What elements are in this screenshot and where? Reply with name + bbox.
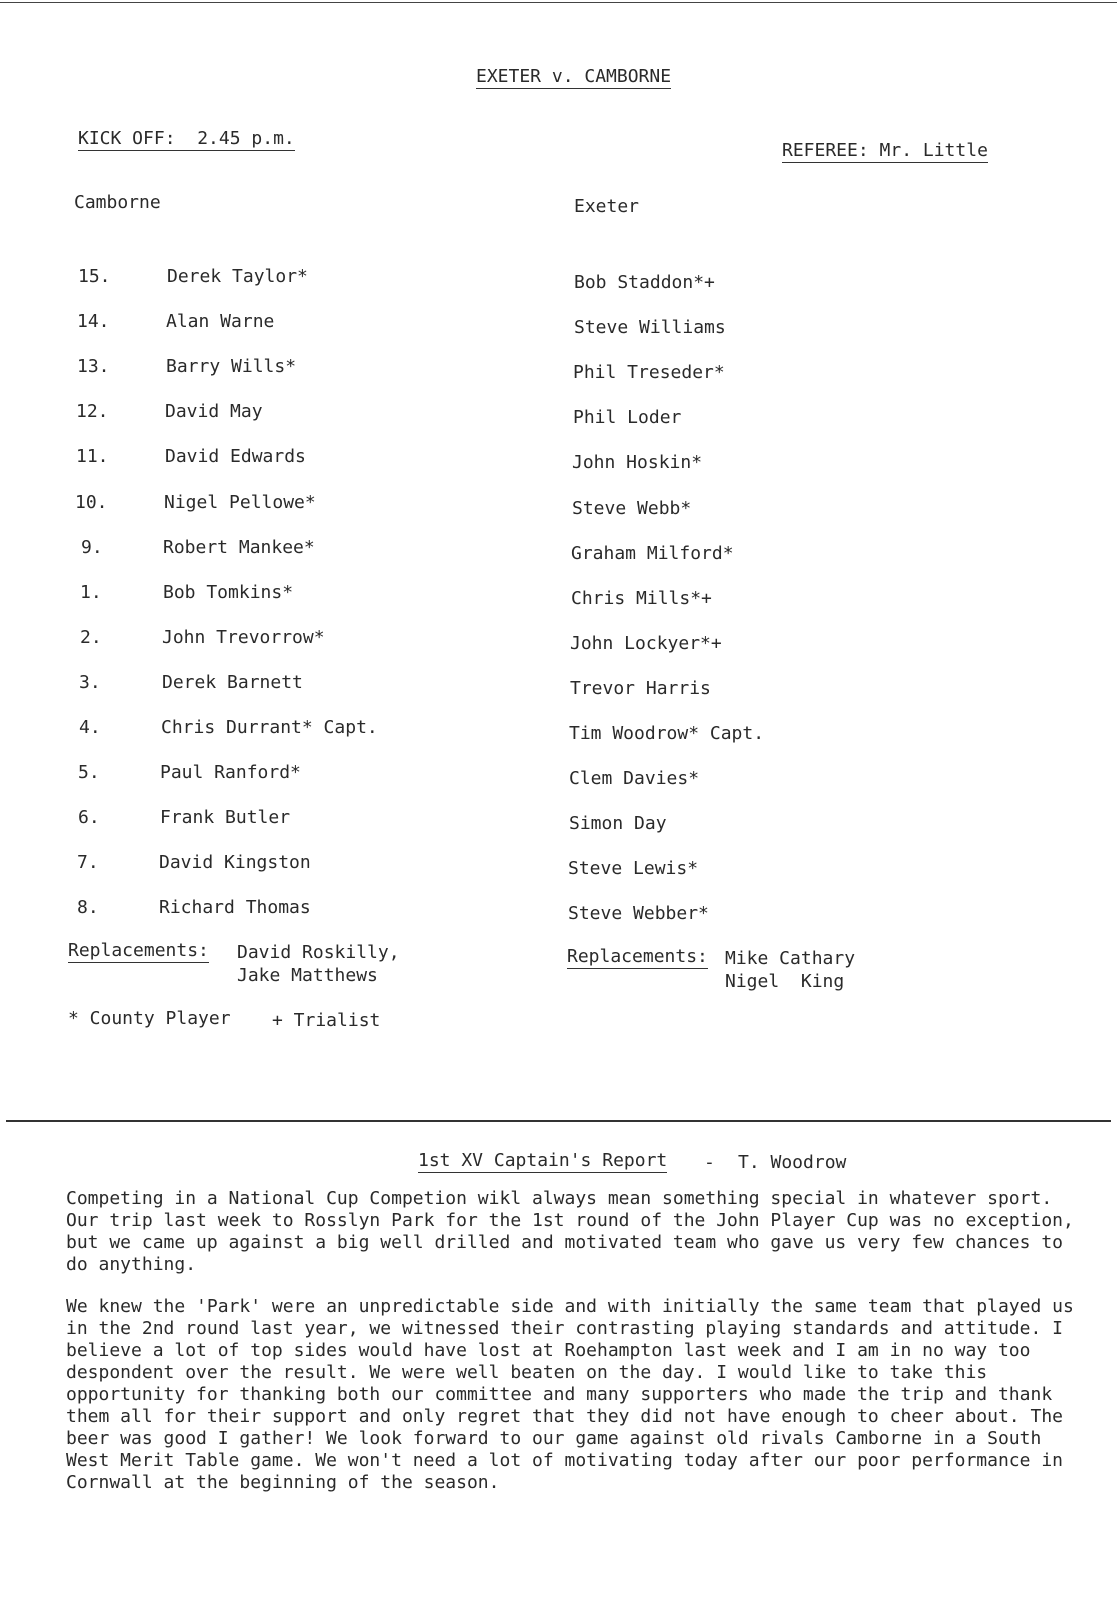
camborne-replacements-label: Replacements: (68, 940, 209, 961)
camborne-replacement-2: Jake Matthews (237, 965, 378, 986)
exeter-player-name: Steve Williams (574, 317, 726, 339)
report-title: 1st XV Captain's Report (418, 1150, 668, 1171)
exeter-player-name: Clem Davies* (569, 768, 700, 790)
top-edge-line (0, 2, 1117, 3)
camborne-player-name: Chris Durrant* Capt. (161, 717, 378, 738)
exeter-player-name: Steve Webb* (572, 497, 692, 519)
exeter-player-name: Chris Mills*+ (571, 587, 712, 609)
camborne-heading: Camborne (74, 192, 161, 213)
camborne-player-name: Derek Taylor* (167, 266, 308, 287)
exeter-player-name: John Lockyer*+ (570, 632, 722, 654)
camborne-player-name: Alan Warne (166, 311, 275, 333)
camborne-player-name: David May (165, 401, 263, 423)
exeter-player-name: Phil Loder (573, 407, 682, 429)
report-author: T. Woodrow (738, 1152, 847, 1173)
exeter-player-name: Trevor Harris (570, 677, 711, 699)
camborne-player-name: John Trevorrow* (162, 626, 325, 648)
camborne-player-number: 9. (81, 536, 103, 558)
camborne-player-number: 6. (78, 807, 100, 829)
camborne-player-number: 14. (77, 311, 110, 333)
camborne-player-number: 3. (79, 671, 101, 693)
exeter-player-name: Steve Webber* (568, 903, 709, 925)
exeter-replacement-2: Nigel King (725, 971, 845, 992)
camborne-player-name: Richard Thomas (159, 897, 311, 919)
section-divider (6, 1120, 1111, 1122)
exeter-player-name: Phil Treseder* (573, 362, 725, 384)
camborne-player-name: Robert Mankee* (163, 536, 315, 558)
camborne-player-name: Frank Butler (160, 807, 291, 829)
camborne-player-name: Barry Wills* (166, 356, 297, 378)
camborne-player-name: Bob Tomkins* (163, 581, 294, 603)
camborne-player-number: 7. (77, 852, 99, 874)
camborne-player-number: 1. (80, 581, 102, 603)
camborne-player-number: 4. (79, 717, 101, 738)
exeter-player-name: Steve Lewis* (568, 858, 699, 880)
camborne-replacement-1: David Roskilly, (237, 942, 400, 963)
match-title: EXETER v. CAMBORNE (476, 66, 672, 87)
camborne-player-number: 15. (78, 266, 111, 287)
camborne-player-number: 12. (76, 401, 109, 423)
report-paragraph-1: Competing in a National Cup Competion wikl always mean something special in whatever sport. Our trip last week to Rosslyn Park for the 1st round of the John Player Cup was no exception, but we came up against a big well drilled and motivated team who gave us very few chances to do anything. (66, 1188, 1074, 1275)
camborne-player-name: Paul Ranford* (160, 762, 301, 784)
camborne-player-name: Derek Barnett (162, 671, 303, 693)
camborne-player-number: 8. (77, 897, 99, 919)
camborne-player-number: 2. (80, 626, 102, 648)
camborne-player-name: Nigel Pellowe* (164, 491, 316, 513)
exeter-player-name: John Hoskin* (572, 452, 703, 474)
legend-county-player: * County Player (68, 1008, 231, 1029)
camborne-player-name: David Edwards (165, 446, 306, 468)
camborne-player-number: 5. (78, 762, 100, 784)
legend-trialist: + Trialist (272, 1010, 381, 1031)
camborne-player-name: David Kingston (159, 852, 311, 874)
report-paragraph-2: We knew the 'Park' were an unpredictable side and with initially the same team that played us in the 2nd round last year, we witnessed their contrasting playing standards and attitude. I believe a lot of top sides would have lost at Roehampton last week and I am in no way too despondent over the result. We were well beaten on the day. I would like to take this opportunity for thanking both our committee and many supporters who made the trip and thank them all for their support and only regret that they did not have enough to cheer about. The beer was good I gather! We look forward to our game against old rivals Camborne in a South West Merit Table game. We won't need a lot of motivating today after our poor performance in Cornwall at the beginning of the season. (66, 1296, 1074, 1493)
exeter-player-name: Bob Staddon*+ (574, 272, 715, 293)
camborne-player-number: 10. (75, 491, 108, 513)
exeter-heading: Exeter (574, 196, 640, 217)
exeter-player-name: Simon Day (569, 813, 667, 835)
exeter-replacements-label: Replacements: (567, 946, 708, 967)
exeter-player-name: Tim Woodrow* Capt. (569, 723, 765, 744)
exeter-replacement-1: Mike Cathary (725, 948, 856, 969)
exeter-player-name: Graham Milford* (571, 542, 734, 564)
camborne-player-number: 13. (77, 356, 110, 378)
camborne-player-number: 11. (76, 446, 109, 468)
report-dash: - (704, 1152, 715, 1173)
kick-off-time: KICK OFF: 2.45 p.m. (78, 128, 295, 149)
referee: REFEREE: Mr. Little (782, 140, 988, 161)
